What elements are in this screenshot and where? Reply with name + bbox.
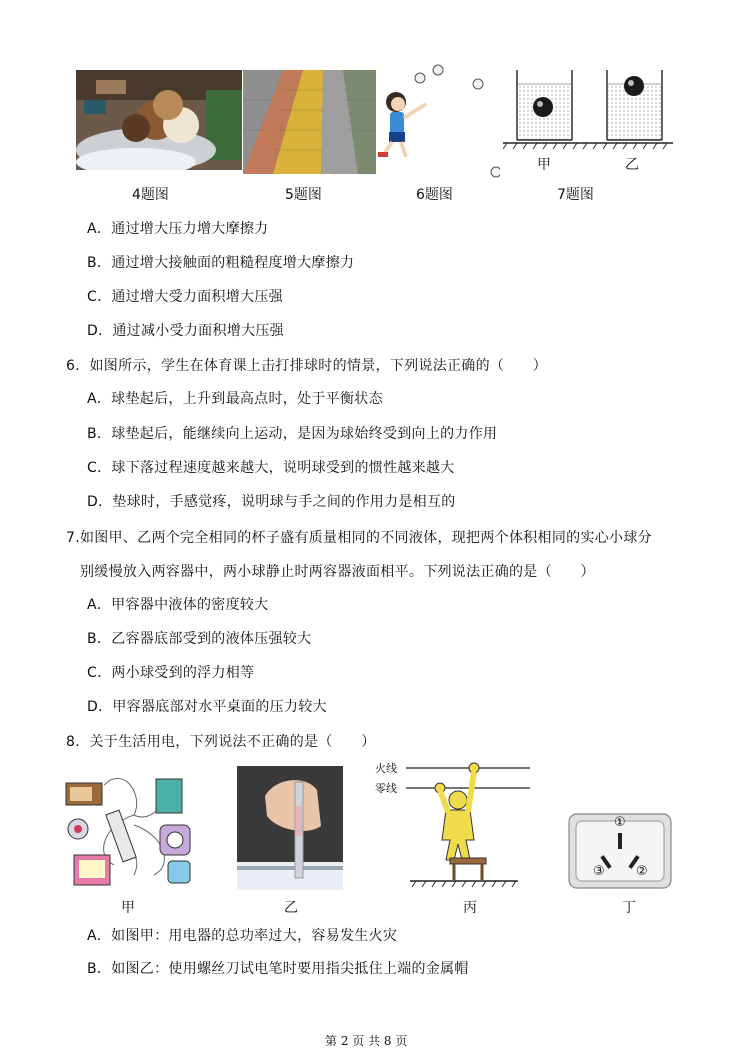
q8-figure-label-bing: 丙 <box>463 900 477 916</box>
q6-option-c: C．球下落过程速度越来越大，说明球受到的惯性越来越大 <box>87 460 455 476</box>
q6-option-a: A．球垫起后，上升到最高点时，处于平衡状态 <box>87 391 383 407</box>
figure-7-containers <box>503 66 673 176</box>
q5-option-a: A．通过增大压力增大摩擦力 <box>87 221 269 237</box>
figure-7-label-jia: 甲 <box>537 157 551 173</box>
q7-stem-line-2: 别缓慢放入两容器中，两小球静止时两容器液面相平。下列说法正确的是（ ） <box>80 564 595 580</box>
figure-6-volleyball-drawing <box>376 62 500 180</box>
q8-figure-label-jia: 甲 <box>121 900 135 916</box>
q8-wire-label-live: 火线 <box>375 762 397 775</box>
caption-figure-7: 7题图 <box>557 187 594 203</box>
q8-wire-label-neutral: 零线 <box>375 782 397 795</box>
q8-option-a: A．如图甲：用电器的总功率过大，容易发生火灾 <box>87 928 398 944</box>
q7-option-a: A．甲容器中液体的密度较大 <box>87 597 269 613</box>
q5-option-c: C．通过增大受力面积增大压强 <box>87 289 283 305</box>
q6-stem: 6．如图所示，学生在体育课上击打排球时的情景，下列说法正确的（ ） <box>66 358 548 374</box>
q8-figure-yi-test-pen-photo <box>237 766 343 890</box>
page-footer: 第 2 页 共 8 页 <box>325 1034 408 1048</box>
q7-option-b: B．乙容器底部受到的液体压强较大 <box>87 631 312 647</box>
figure-5-tactile-paving-photo <box>243 70 376 174</box>
q7-stem-line-1: 7.如图甲、乙两个完全相同的杯子盛有质量相同的不同液体，现把两个体积相同的实心小球分 <box>66 530 652 546</box>
q8-option-b: B．如图乙：使用螺丝刀试电笔时要用指尖抵住上端的金属帽 <box>87 961 469 977</box>
q6-option-b: B．球垫起后，能继续向上运动，是因为球始终受到向上的力作用 <box>87 426 498 442</box>
q5-option-d: D．通过减小受力面积增大压强 <box>87 323 284 339</box>
q7-option-c: C．两小球受到的浮力相等 <box>87 665 255 681</box>
caption-figure-4: 4题图 <box>132 187 169 203</box>
q6-option-d: D．垫球时，手感觉疼，说明球与手之间的作用力是相互的 <box>87 494 456 510</box>
q8-stem: 8．关于生活用电，下列说法不正确的是（ ） <box>66 734 376 750</box>
q8-socket-label-2: ② <box>636 864 648 879</box>
q8-figure-label-ding: 丁 <box>622 900 636 916</box>
q8-socket-label-1: ① <box>614 815 626 830</box>
q8-figure-jia-appliances <box>64 765 200 893</box>
q7-option-d: D．甲容器底部对水平桌面的压力较大 <box>87 699 327 715</box>
q5-option-b: B．通过增大接触面的粗糙程度增大摩擦力 <box>87 255 355 271</box>
q8-socket-label-3: ③ <box>593 864 605 879</box>
q8-figure-label-yi: 乙 <box>284 900 298 916</box>
figure-4-ice-cream-photo <box>76 70 242 170</box>
figure-7-label-yi: 乙 <box>625 157 639 173</box>
caption-figure-6: 6题图 <box>416 187 453 203</box>
caption-figure-5: 5题图 <box>285 187 322 203</box>
